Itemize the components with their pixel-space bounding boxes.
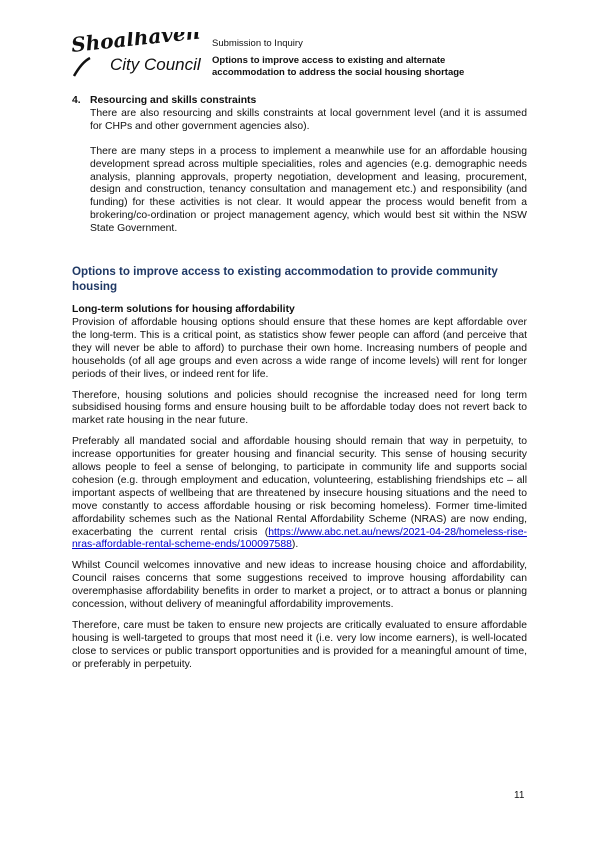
paragraph-3-text: Preferably all mandated social and affordable housing should remain that way in perpetuity, to increase opportunities for greater housing and financial security. This sense of housing security allows people to feel a sense of belonging, to participate in community life and supports social cohesion (e.g. through employment and education, volunteering, establishing friendships etc – all important aspects of wellbeing that are threatened by insecure housing situations and the need to move constantly to access affordable housing or risk becoming homeless). Former time-limited affordability schemes such as the National Rental Affordability Scheme (NRAS) are now ending, exacerbating the current rental crisis ( [72, 436, 527, 538]
numbered-item-4 [72, 95, 527, 236]
paragraph-1 [72, 304, 527, 381]
paragraph-3 [72, 436, 527, 552]
document-title: Options to improve access to existing and alternate accommodation to address the social housing shortage [212, 55, 465, 78]
logo-swash [74, 58, 90, 76]
abc-news-link[interactable]: https://www.abc.net.au/news/2021-04-28/homeless-rise-nras-affordable-rental-scheme-ends/100097588 [72, 526, 527, 551]
paragraph-3-end: ). [291, 539, 299, 551]
paragraph-4: Whilst Council welcomes innovative and new ideas to increase housing choice and affordability, Council raises concerns that some suggestions received to improve housing affordability can overemphasise affordability benefits in order to market a project, or to attract a bonus or planning concession, without delivery of meaningful affordability improvements. [72, 560, 527, 611]
paragraph-1-text: Provision of affordable housing options should ensure that these homes are kept affordable over the long-term. This is a critical point, as statistics show fewer people can afford (and perceive that they will never be able to afford) to purchase their own home. Increasing numbers of people and households (of all age groups and even across a wide range of income levels) will rent for longer periods of their lives, or indeed rent for life. [72, 316, 527, 380]
council-logo [70, 32, 205, 82]
council-logo-graphic [70, 32, 205, 82]
main-content [72, 95, 527, 680]
paragraph-5: Therefore, care must be taken to ensure new projects are critically evaluated to ensure affordable housing is well-targeted to groups that most need it (i.e. very low income earners), is well-located close to services or public transport opportunities and is provided for a meaningful amount of time, or preferably in perpetuity. [72, 620, 527, 670]
logo-line1: Shoalhaven [70, 32, 202, 57]
logo-line2: City Council [110, 55, 201, 74]
item-number: 4. [72, 95, 81, 106]
document-type: Submission to Inquiry [212, 38, 303, 49]
sub-heading: Long-term solutions for housing affordability [72, 304, 295, 316]
paragraph-2: Therefore, housing solutions and policies should recognise the increased need for long term subsidised housing forms and ensure housing built to be affordable today does not revert back to market rate housing in the near future. [72, 389, 527, 427]
item-paragraph-1: There are also resourcing and skills constraints at local government level (and it is assumed for CHPs and other government agencies also). [90, 107, 527, 132]
item-heading [72, 95, 527, 108]
section-heading: Options to improve access to existing accommodation to provide community housing [72, 265, 498, 294]
item-heading-text: Resourcing and skills constraints [90, 95, 257, 106]
page-number: 11 [514, 790, 525, 801]
item-paragraph-2: There are many steps in a process to implement a meanwhile use for an affordable housing development spread across multiple specialities, roles and agencies (e.g. demographic needs analysis, planning approvals, property negotiation, development and leasing, procurement, design and construction, tenancy consultation and management etc.) and responsibility (and funding) for these activities is not clear. It would appear the process would benefit from a brokering/co-ordination or project management agency, which would best sit within the NSW State Government. [90, 145, 527, 235]
